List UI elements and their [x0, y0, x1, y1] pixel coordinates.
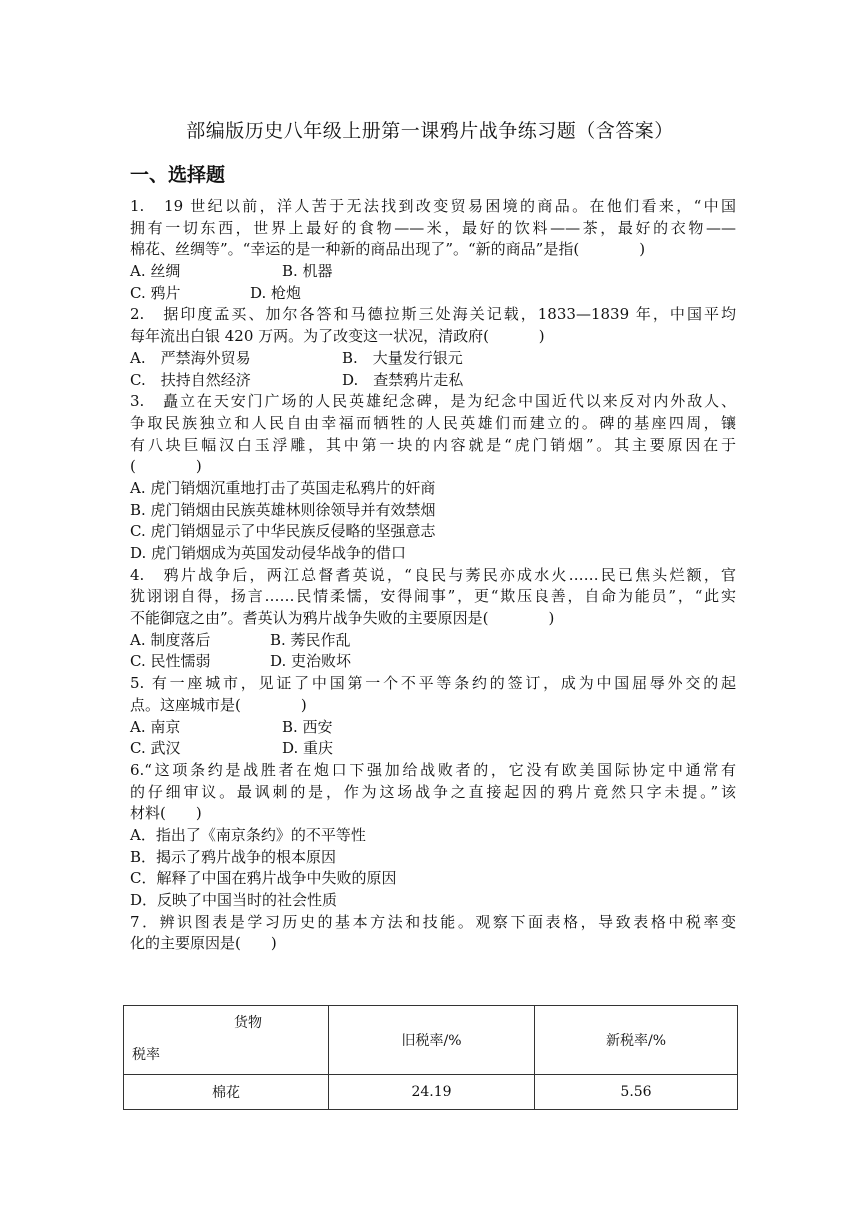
question-2-options-ab	[130, 348, 736, 370]
option-c: C. 民性懦弱	[130, 652, 211, 671]
option-c: C. 虎门销烟显示了中华民族反侵略的坚强意志	[130, 522, 436, 541]
option-d: D. 吏治败坏	[270, 652, 352, 671]
question-6-line-2: 的仔细审议。最讽刺的是，作为这场战争之直接起因的鸦片竟然只字未提。”该	[130, 782, 736, 801]
document-title: 部编版历史八年级上册第一课鸦片战争练习题（含答案）	[186, 120, 674, 142]
question-1-options-ab	[130, 261, 736, 283]
question-5-options-ab	[130, 717, 736, 739]
question-2-options-cd	[130, 370, 736, 392]
option-a: A. 严禁海外贸易	[130, 348, 251, 367]
option-b: B. 虎门销烟由民族英雄林则徐领导并有效禁烟	[130, 500, 436, 519]
question-4-options-cd	[130, 651, 736, 673]
option-b: B. 机器	[282, 262, 333, 281]
question-1-line-2: 拥有一切东西，世界上最好的食物——米，最好的饮料——茶，最好的衣物——	[130, 218, 736, 237]
question-2-line-1: 2. 据印度孟买、加尔各答和马德拉斯三处海关记载，1833—1839 年，中国平均	[130, 305, 736, 324]
question-3-line-3: 有八块巨幅汉白玉浮雕，其中第一块的内容就是“虎门销烟”。其主要原因在于	[130, 435, 736, 454]
question-5-options-cd	[130, 738, 736, 760]
question-4-options-ab	[130, 630, 736, 652]
option-b: B. 大量发行银元	[342, 348, 463, 367]
header-old-rate: 旧税率/%	[329, 1006, 535, 1075]
option-c: C．解释了中国在鸦片战争中失败的原因	[130, 869, 397, 888]
question-5-line-2: 点。这座城市是( )	[130, 695, 307, 714]
tax-rate-table	[123, 1005, 738, 1110]
header-rate: 税率	[132, 1047, 160, 1063]
option-b: B. 莠民作乱	[270, 630, 351, 649]
option-c: C. 武汉	[130, 739, 181, 758]
option-b: B. 西安	[282, 717, 333, 736]
cell-item: 棉花	[124, 1075, 329, 1110]
question-5-line-1: 5. 有一座城市，见证了中国第一个不平等条约的签订，成为中国屈辱外交的起	[130, 674, 736, 693]
question-4-line-1: 4. 鸦片战争后，两江总督耆英说，“良民与莠民亦成水火……民已焦头烂额，官	[130, 565, 736, 584]
option-a: A. 南京	[130, 717, 181, 736]
option-d: D．反映了中国当时的社会性质	[130, 891, 338, 909]
option-c: C. 扶持自然经济	[130, 370, 251, 389]
cell-new-rate: 5.56	[535, 1075, 738, 1110]
question-7-line-1: 7．辨识图表是学习历史的基本方法和技能。观察下面表格，导致表格中税率变	[130, 912, 736, 931]
option-d: D. 重庆	[282, 739, 334, 758]
question-3-line-4: ( )	[130, 457, 202, 476]
question-3-line-2: 争取民族独立和人民自由幸福而牺牲的人民英雄们而建立的。碑的基座四周，镶	[130, 413, 736, 432]
question-1-line-3: 棉花、丝绸等”。“幸运的是一种新的商品出现了”。“新的商品”是指( )	[130, 240, 646, 259]
question-1-options-cd	[130, 283, 736, 305]
cell-old-rate: 24.19	[329, 1075, 535, 1110]
question-2-line-2: 每年流出白银 420 万两。为了改变这一状况，清政府( )	[130, 327, 545, 346]
section-heading: 一、选择题	[130, 164, 226, 186]
option-a: A. 丝绸	[130, 262, 181, 281]
option-b: B．揭示了鸦片战争的根本原因	[130, 847, 337, 866]
question-4-line-3: 不能御寇之由”。耆英认为鸦片战争失败的主要原因是( )	[130, 609, 555, 628]
option-d: D. 虎门销烟成为英国发动侵华战争的借口	[130, 544, 407, 562]
question-6-line-3: 材料( )	[130, 804, 202, 823]
question-list	[130, 196, 736, 955]
question-1-line-1: 1. 19 世纪以前，洋人苦于无法找到改变贸易困境的商品。在他们看来，“中国	[130, 197, 736, 215]
option-a: A. 制度落后	[130, 630, 211, 649]
table-diagonal-header	[124, 1006, 329, 1075]
question-3-line-1: 3. 矗立在天安门广场的人民英雄纪念碑，是为纪念中国近代以来反对内外敌人、	[130, 392, 736, 411]
option-d: D. 查禁鸦片走私	[342, 370, 464, 389]
question-4-line-2: 犹诩诩自得，扬言……民情柔懦，安得闹事”，更“欺压良善，自命为能员”，“此实	[130, 587, 736, 606]
option-a: A．指出了《南京条约》的不平等性	[130, 825, 366, 844]
header-goods: 货物	[234, 1015, 262, 1031]
option-d: D. 枪炮	[250, 283, 302, 302]
header-new-rate: 新税率/%	[535, 1006, 738, 1075]
table-row	[124, 1075, 738, 1110]
option-c: C. 鸦片	[130, 283, 181, 302]
question-6-line-1: 6.“这项条约是战胜者在炮口下强加给战败者的，它没有欧美国际协定中通常有	[130, 760, 736, 779]
question-7-line-2: 化的主要原因是( )	[130, 934, 277, 953]
option-a: A. 虎门销烟沉重地打击了英国走私鸦片的奸商	[130, 478, 436, 497]
